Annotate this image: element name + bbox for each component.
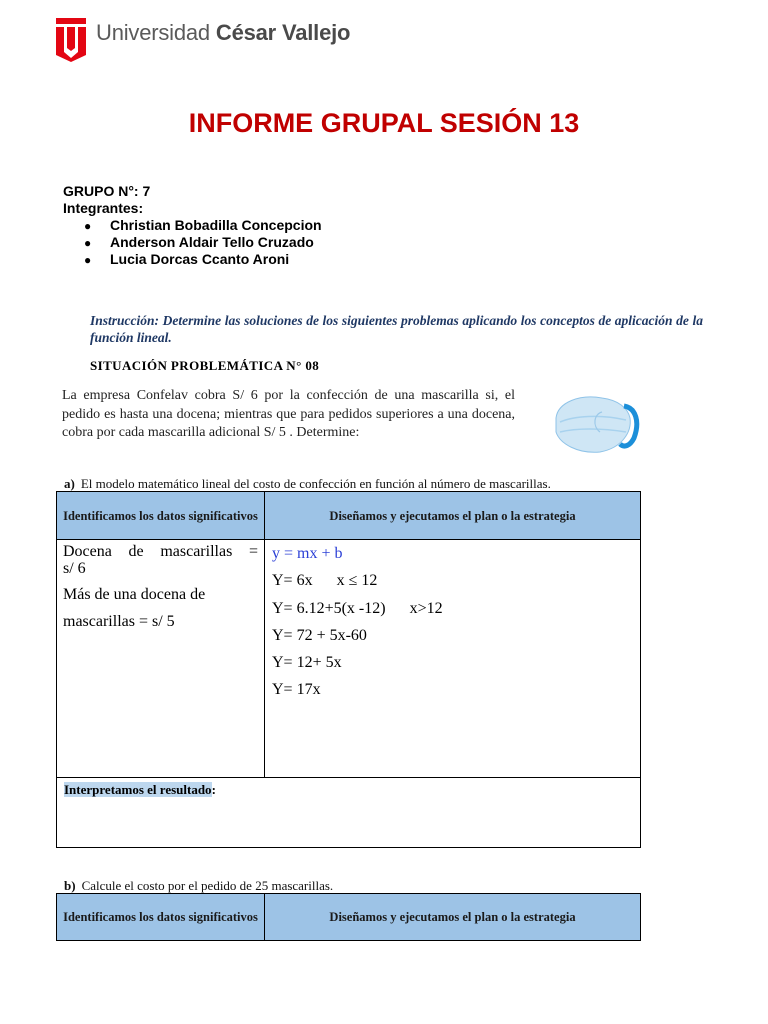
university-logo-icon bbox=[56, 18, 86, 62]
bullet-icon: ● bbox=[84, 236, 92, 250]
header-plan-cell: Diseñamos y ejecutamos el plan o la estrategia bbox=[265, 492, 641, 540]
member-item: ● Christian Bobadilla Concepcion bbox=[84, 217, 322, 233]
header-data-cell: Identificamos los datos significativos bbox=[57, 894, 265, 941]
equation-line: Y= 6x x ≤ 12 bbox=[272, 572, 378, 590]
instruction-text: Instrucción: Determine las soluciones de los siguientes problemas aplicando los conceptos de aplicación de la función lineal. bbox=[90, 313, 703, 345]
equation-line: Y= 6.12+5(x -12) x>12 bbox=[272, 599, 443, 617]
table-a bbox=[56, 491, 641, 848]
bullet-icon: ● bbox=[84, 219, 92, 233]
table-b bbox=[56, 893, 641, 941]
data-cell: Docena de mascarillas = s/ 6 Más de una docena de mascarillas = s/ 5 bbox=[57, 540, 265, 778]
situation-title: SITUACIÓN PROBLEMÁTICA N° 08 bbox=[90, 358, 320, 373]
group-number: GRUPO N°: 7 bbox=[63, 183, 151, 199]
equation-line: Y= 72 + 5x-60 bbox=[272, 626, 367, 644]
members-label: Integrantes: bbox=[63, 200, 144, 216]
university-logo-text: Universidad César Vallejo bbox=[96, 20, 351, 45]
member-item: ● Lucia Dorcas Ccanto Aroni bbox=[84, 251, 290, 267]
bullet-icon: ● bbox=[84, 253, 92, 267]
equation-line: Y= 17x bbox=[272, 681, 321, 699]
group-info bbox=[63, 183, 150, 217]
face-mask-image bbox=[550, 388, 640, 458]
problem-text: La empresa Confelav cobra S/ 6 por la confección de una mascarilla si, el pedido es hasta una docena; mientras que para pedidos superiores a una docena, cobra por cada mascarilla adicional S/ 5 . Determine: bbox=[62, 388, 515, 440]
interpret-cell: Interpretamos el resultado: bbox=[57, 778, 641, 848]
interpret-label: Interpretamos el resultado bbox=[64, 782, 212, 797]
member-item: ● Anderson Aldair Tello Cruzado bbox=[84, 234, 314, 250]
document-title: INFORME GRUPAL SESIÓN 13 bbox=[188, 108, 580, 138]
header-plan-cell: Diseñamos y ejecutamos el plan o la estrategia bbox=[265, 894, 641, 941]
plan-cell bbox=[265, 540, 641, 778]
question-b: b) Calcule el costo por el pedido de 25 mascarillas. bbox=[64, 878, 334, 893]
question-a: a) El modelo matemático lineal del costo de confección en función al número de mascarillas. bbox=[64, 476, 551, 491]
equation-line: y = mx + b bbox=[272, 545, 343, 562]
members-list bbox=[84, 217, 322, 268]
equation-line: Y= 12+ 5x bbox=[272, 654, 342, 672]
header-data-cell: Identificamos los datos significativos bbox=[57, 492, 265, 540]
